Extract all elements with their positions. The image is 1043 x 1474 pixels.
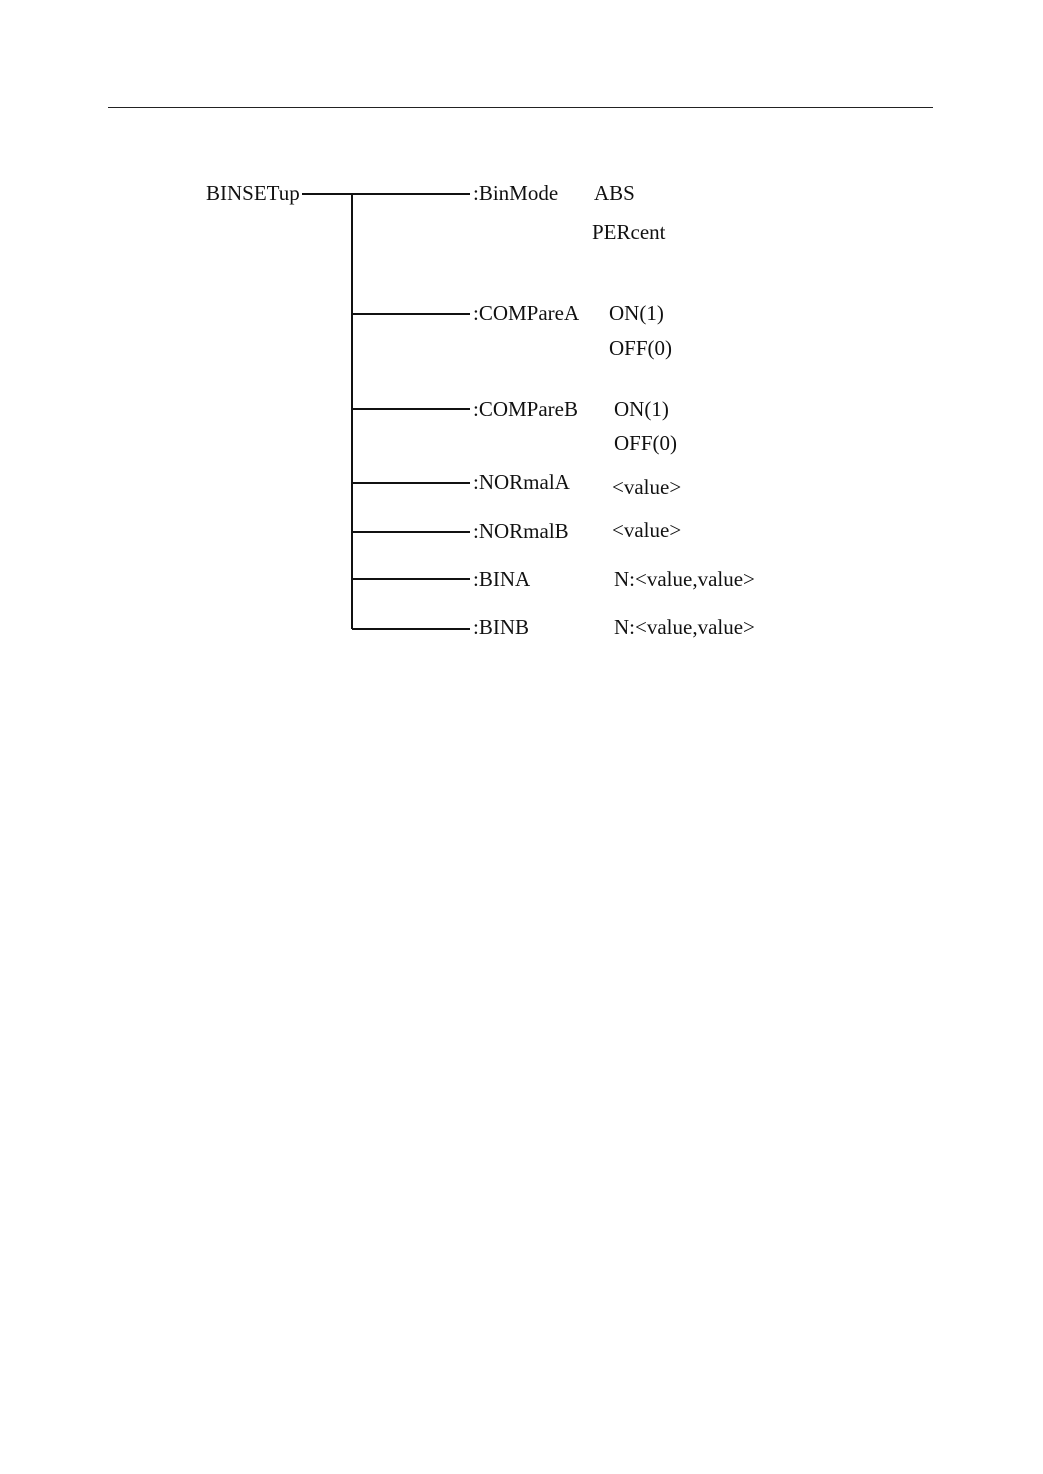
- branch-command-compareb: :COMPareB: [473, 397, 578, 421]
- branch-param: N:<value,value>: [614, 567, 755, 591]
- branch-command-normalb: :NORmalB: [473, 519, 569, 543]
- branch-command-normala: :NORmalA: [473, 470, 570, 494]
- branch-param: PERcent: [592, 220, 666, 244]
- branch-command-comparea: :COMPareA: [473, 301, 580, 325]
- branch-param: ON(1): [614, 397, 669, 421]
- branch-param: OFF(0): [609, 336, 673, 360]
- branch-param: ABS: [594, 181, 635, 205]
- branch-param: <value>: [612, 518, 682, 542]
- branch-param: ON(1): [609, 301, 664, 325]
- branch-command-binmode: :BinMode: [473, 181, 559, 205]
- branch-param: N:<value,value>: [614, 615, 755, 639]
- branch-command-binb: :BINB: [473, 615, 530, 639]
- branch-command-bina: :BINA: [473, 567, 531, 591]
- branch-param: <value>: [612, 475, 682, 499]
- command-tree-diagram: [0, 0, 1043, 700]
- branch-param: OFF(0): [614, 431, 678, 455]
- root-node-label: BINSETup: [206, 181, 300, 205]
